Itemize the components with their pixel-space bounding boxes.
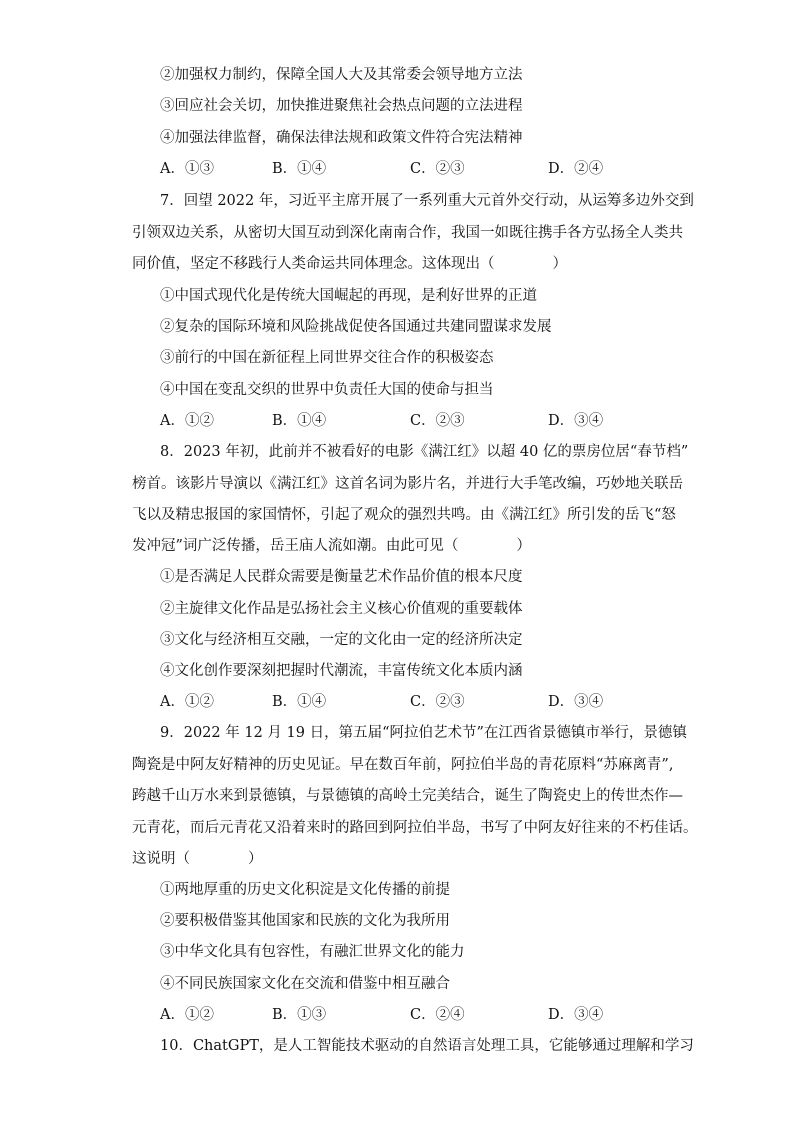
- q9-stem-line-4: 元青花，而后元青花又沿着来时的路回到阿拉伯半岛，书写了中阿友好往来的不朽佳话。: [132, 820, 698, 836]
- q6-option-3: ③回应社会关切，加快推进聚焦社会热点问题的立法进程: [160, 98, 523, 114]
- q8-option-4: ④文化创作要深刻把握时代潮流，丰富传统文化本质内涵: [160, 663, 523, 679]
- q9-stem-line-1: 9．2022 年 12 月 19 日，第五届“阿拉伯艺术节”在江西省景德镇市举行，景德镇: [160, 725, 687, 741]
- close-paren: ）: [516, 538, 531, 554]
- q9-option-2: ②要积极借鉴其他国家和民族的文化为我所用: [160, 913, 450, 929]
- q9-choice-b: B．①③: [272, 1007, 327, 1023]
- q6-option-4: ④加强法律监督，确保法律法规和政策文件符合宪法精神: [160, 130, 523, 146]
- q8-stem-line-2: 榜首。该影片导演以《满江红》这首名词为影片名，并进行大手笔改编，巧妙地关联岳: [132, 476, 683, 492]
- q8-choice-d: D．③④: [548, 694, 604, 710]
- q8-stem-line-3: 飞以及精忠报国的家国情怀，引起了观众的强烈共鸣。由《满江红》所引发的岳飞“怒: [132, 507, 676, 523]
- q7-choices: [160, 411, 640, 431]
- q10-stem-line-1: 10．ChatGPT，是人工智能技术驱动的自然语言处理工具，它能够通过理解和学习: [160, 1038, 694, 1054]
- q9-option-3: ③中华文化具有包容性，有融汇世界文化的能力: [160, 944, 465, 960]
- q7-option-4: ④中国在变乱交织的世界中负责任大国的使命与担当: [160, 382, 494, 398]
- q7-option-2: ②复杂的国际环境和风险挑战促使各国通过共建同盟谋求发展: [160, 319, 552, 335]
- q9-choice-c: C．②④: [410, 1007, 465, 1023]
- q9-option-4: ④不同民族国家文化在交流和借鉴中相互融合: [160, 976, 450, 992]
- q8-stem-line-1: 8．2023 年初，此前并不被看好的电影《满江红》以超 40 亿的票房位居“春节档”: [160, 444, 689, 460]
- q9-stem-text: 这说明（: [132, 851, 190, 867]
- close-paren: ）: [248, 851, 263, 867]
- q6-option-2: ②加强权力制约，保障全国人大及其常委会领导地方立法: [160, 67, 523, 83]
- q7-choice-b: B．①④: [272, 413, 327, 429]
- q9-choice-d: D．③④: [548, 1007, 604, 1023]
- q7-choice-c: C．②③: [410, 413, 465, 429]
- q7-stem-line-3: [132, 254, 567, 274]
- q8-option-1: ①是否满足人民群众需要是衡量艺术作品价值的根本尺度: [160, 569, 523, 585]
- q6-choice-a: A．①③: [160, 161, 214, 177]
- q7-stem-line-2: 引领双边关系，从密切大国互动到深化南南合作，我国一如既往携手各方弘扬全人类共: [132, 225, 683, 241]
- q9-choices: [160, 1005, 640, 1025]
- q8-choice-c: C．②③: [410, 694, 465, 710]
- q7-option-3: ③前行的中国在新征程上同世界交往合作的积极姿态: [160, 350, 494, 366]
- q7-option-1: ①中国式现代化是传统大国崛起的再现，是利好世界的正道: [160, 288, 537, 304]
- q8-choice-b: B．①④: [272, 694, 327, 710]
- q6-choice-b: B．①④: [272, 161, 327, 177]
- q6-choices: [160, 159, 640, 179]
- q8-choice-a: A．①②: [160, 694, 214, 710]
- q8-option-2: ②主旋律文化作品是弘扬社会主义核心价值观的重要载体: [160, 601, 523, 617]
- q9-option-1: ①两地厚重的历史文化积淀是文化传播的前提: [160, 882, 450, 898]
- q9-choice-a: A．①②: [160, 1007, 214, 1023]
- q9-stem-line-5: [132, 849, 263, 869]
- q7-stem-text: 同价值，坚定不移践行人类命运共同体理念。这体现出（: [132, 256, 495, 272]
- q7-choice-d: D．③④: [548, 413, 604, 429]
- q6-choice-d: D．②④: [548, 161, 604, 177]
- q8-stem-line-4: [132, 536, 531, 556]
- q6-choice-c: C．②③: [410, 161, 465, 177]
- q8-option-3: ③文化与经济相互交融，一定的文化由一定的经济所决定: [160, 632, 523, 648]
- q8-stem-text: 发冲冠”词广泛传播，岳王庙人流如潮。由此可见（: [132, 538, 459, 554]
- q9-stem-line-2: 陶瓷是中阿友好精神的历史见证。早在数百年前，阿拉伯半岛的青花原料“苏麻离青”,: [132, 757, 674, 773]
- q8-choices: [160, 692, 640, 712]
- q7-stem-line-1: 7．回望 2022 年，习近平主席开展了一系列重大元首外交行动，从运筹多边外交到: [160, 193, 694, 209]
- close-paren: ）: [552, 256, 567, 272]
- q7-choice-a: A．①②: [160, 413, 214, 429]
- q9-stem-line-3: 跨越千山万水来到景德镇，与景德镇的高岭土完美结合，诞生了陶瓷史上的传世杰作—: [132, 788, 683, 804]
